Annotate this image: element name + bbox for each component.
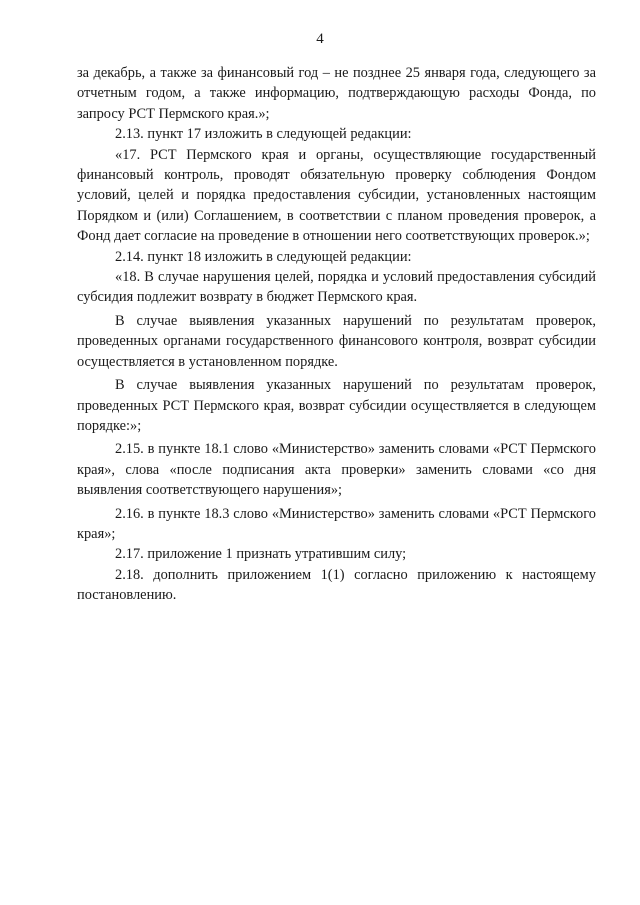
paragraph-item-2-18: 2.18. дополнить приложением 1(1) согласно приложению к настоящему постановлению. — [77, 566, 596, 604]
paragraph-continuation: за декабрь, а также за финансовый год – не позднее 25 января года, следующего за отчетным годом, а также информацию, подтверждающую расходы Фонда, по запросу РСТ Пермского края.»; — [77, 65, 596, 122]
paragraph-clause-18: «18. В случае нарушения целей, порядка и условий предоставления субсидий субсидия подлежит возврату в бюджет Пермского края. — [77, 269, 596, 306]
paragraph-clause-18-state-control: В случае выявления указанных нарушений по результатам проверок, проведенных органами государственного финансового контроля, возврат субсидии осуществляется в установленном порядке. — [77, 312, 596, 370]
paragraph-item-2-14: 2.14. пункт 18 изложить в следующей редакции: — [115, 248, 412, 265]
page-number: 4 — [316, 31, 324, 47]
paragraph-clause-18-rst: В случае выявления указанных нарушений по результатам проверок, проведенных РСТ Пермского края, возврат субсидии осуществляется в следующем порядке:»; — [77, 377, 596, 434]
document-body — [77, 63, 596, 606]
paragraph-item-2-17: 2.17. приложение 1 признать утратившим силу; — [115, 546, 407, 563]
paragraph-clause-17: «17. РСТ Пермского края и органы, осуществляющие государственный финансовый контроль, проводят обязательную проверку соблюдения Фондом условий, целей и порядка предоставления субсидии, установленных настоящим Порядком и (или) Соглашением, в соответствии с планом проведения проверок, а Фонд дает согласие на проведение в отношении него соответствующих проверок.»; — [77, 146, 596, 245]
paragraph-item-2-15: 2.15. в пункте 18.1 слово «Министерство» заменить словами «РСТ Пермского края», слова «после подписания акта проверки» заменить словами «со дня выявления соответствующего нарушения»; — [77, 441, 596, 499]
paragraph-item-2-16: 2.16. в пункте 18.3 слово «Министерство» заменить словами «РСТ Пермского края»; — [77, 505, 596, 542]
paragraph-item-2-13: 2.13. пункт 17 изложить в следующей редакции: — [115, 126, 412, 143]
